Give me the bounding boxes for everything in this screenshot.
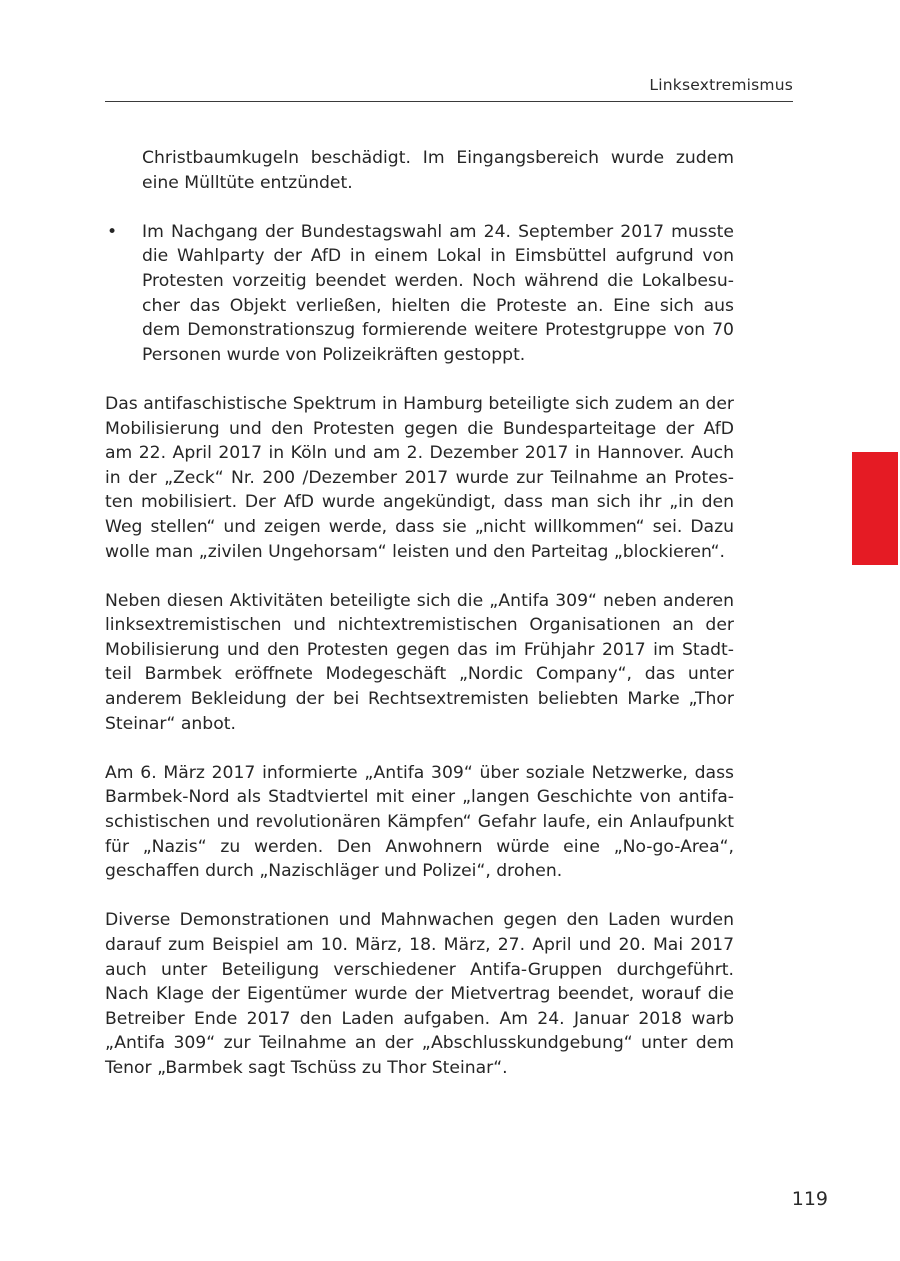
body-text	[105, 146, 734, 1081]
bullet-item-text: Im Nachgang der Bundestagswahl am 24. September 2017 musste die Wahlparty der AfD in einem Lokal in Eimsbüttel aufgrund von Protesten vorzeitig beendet werden. Noch während die Lokalbesucher das Objekt verließen, hielten die Proteste an. Eine sich aus dem Demonstrationszug formierende weitere Protestgruppe von 70 Personen wurde von Polizeikräften gestoppt.	[142, 221, 734, 365]
running-header-title: Linksextremismus	[649, 76, 793, 94]
chapter-tab-marker	[852, 452, 898, 565]
page-number: 119	[791, 1188, 828, 1210]
bullet-list-item	[105, 220, 734, 368]
paragraph-barmbek-nord: Am 6. März 2017 informierte „Antifa 309“ über soziale Netzwerke, dass Barmbek-Nord als Stadtviertel mit einer „langen Geschichte von antifaschistischen und revolutionären Kämpfen“ Gefahr laufe, ein Anlaufpunkt für „Nazis“ zu werden. Den Anwohnern würde eine „No-go-Area“, geschaffen durch „Nazischläger und Polizei“, drohen.	[105, 762, 734, 882]
continuation-paragraph: Christbaumkugeln beschädigt. Im Eingangsbereich wurde zudem eine Mülltüte entzündet.	[142, 148, 734, 193]
header-rule	[105, 101, 793, 102]
bullet-icon: •	[107, 221, 118, 242]
paragraph-nordic-company: Neben diesen Aktivitäten beteiligte sich die „Antifa 309“ neben anderen linksextremistischen und nichtextremistischen Organisationen an der Mobilisierung und den Protesten gegen das im Frühjahr 2017 im Stadtteil Barmbek eröffnete Modegeschäft „Nordic Company“, das unter anderem Bekleidung der bei Rechtsextremisten beliebten Marke „Thor Steinar“ anbot.	[105, 590, 734, 734]
paragraph-afd-party-conventions: Das antifaschistische Spektrum in Hamburg beteiligte sich zudem an der Mobilisierung und den Protesten gegen die Bundesparteitage der AfD am 22. April 2017 in Köln und am 2. Dezember 2017 in Hannover. Auch in der „Zeck“ Nr. 200 /Dezember 2017 wurde zur Teilnahme an Protesten mobilisiert. Der AfD wurde angekündigt, dass man sich ihr „in den Weg stellen“ und zeigen werde, dass sie „nicht willkommen“ sei. Dazu wolle man „zivilen Ungehorsam“ leisten und den Parteitag „blockieren“.	[105, 393, 734, 562]
paragraph-demonstrations: Diverse Demonstrationen und Mahnwachen gegen den Laden wurden darauf zum Beispiel am 10. März, 18. März, 27. April und 20. Mai 2017 auch unter Beteiligung verschiedener Antifa-Gruppen durchgeführt. Nach Klage der Eigentümer wurde der Mietvertrag beendet, worauf die Betreiber Ende 2017 den Laden aufgaben. Am 24. Januar 2018 warb „Antifa 309“ zur Teilnahme an der „Abschlusskundgebung“ unter dem Tenor „Barmbek sagt Tschüss zu Thor Steinar“.	[105, 910, 734, 1078]
